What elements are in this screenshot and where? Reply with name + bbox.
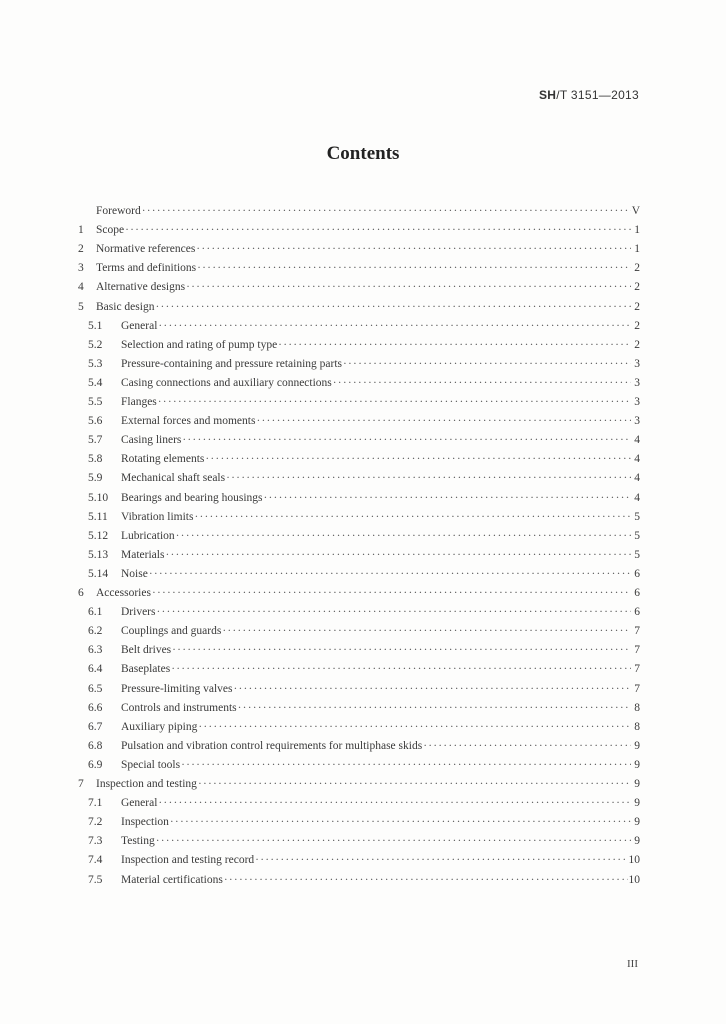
toc-leader-dots [181, 756, 631, 774]
toc-entry-page: 7 [634, 644, 640, 657]
toc-leader-dots [170, 813, 631, 831]
toc-entry[interactable] [88, 756, 640, 774]
toc-entry[interactable] [88, 813, 640, 831]
toc-leader-dots [197, 259, 631, 277]
toc-leader-dots [198, 718, 631, 736]
toc-entry-label: Basic design [96, 300, 155, 313]
document-code-number: /T 3151—2013 [556, 88, 639, 102]
toc-entry-label: Inspection [121, 816, 169, 829]
toc-entry-number: 5.13 [88, 548, 109, 561]
toc-entry-page: 7 [634, 663, 640, 676]
document-code [539, 88, 639, 102]
toc-leader-dots [172, 641, 631, 659]
toc-entry[interactable] [88, 336, 640, 354]
toc-leader-dots [278, 336, 631, 354]
toc-entry-number: 5.12 [88, 529, 109, 542]
toc-entry-page: 9 [634, 758, 640, 771]
toc-entry-number: 5.6 [88, 415, 103, 428]
toc-entry-page: 3 [634, 376, 640, 389]
toc-entry-number: 1 [78, 224, 84, 237]
toc-entry-page: 4 [634, 453, 640, 466]
toc-entry-number: 5.5 [88, 396, 103, 408]
toc-entry[interactable] [88, 527, 640, 545]
toc-leader-dots [165, 546, 631, 564]
toc-entry-number: 6.9 [88, 758, 103, 771]
toc-leader-dots [125, 221, 631, 239]
toc-entry[interactable] [88, 699, 640, 717]
toc-leader-dots [158, 393, 631, 411]
toc-entry[interactable] [78, 278, 640, 296]
toc-entry-label: Terms and definitions [96, 262, 197, 275]
toc-entry[interactable] [78, 221, 640, 239]
toc-leader-dots [198, 775, 631, 793]
toc-entry[interactable] [78, 298, 640, 316]
toc-leader-dots [233, 680, 631, 698]
toc-leader-dots [142, 202, 631, 220]
toc-entry-page: 9 [634, 739, 640, 752]
toc-leader-dots [158, 317, 631, 335]
document-code-prefix: SH [538, 88, 557, 102]
toc-entry-number: 5.8 [88, 453, 103, 466]
toc-entry-label: Pulsation and vibration control requirements for multiphase skids [121, 739, 423, 752]
toc-entry-page: 7 [634, 682, 640, 695]
toc-entry-label: Inspection and testing [96, 778, 197, 790]
toc-entry-number: 7.2 [88, 816, 103, 829]
toc-entry-label: General [121, 319, 158, 332]
toc-entry-number: 5.2 [88, 338, 103, 351]
toc-entry[interactable] [88, 641, 640, 659]
toc-entry-page: 2 [634, 319, 640, 332]
toc-entry-label: Casing connections and auxiliary connections [121, 376, 332, 389]
toc-entry[interactable] [88, 660, 640, 678]
toc-entry[interactable] [88, 718, 640, 736]
toc-leader-dots [156, 832, 631, 850]
toc-leader-dots [205, 450, 631, 468]
toc-entry-page: 4 [634, 491, 640, 504]
toc-entry-page: 2 [634, 281, 640, 294]
toc-entry[interactable] [88, 489, 640, 507]
toc-entry-page: 8 [634, 701, 640, 714]
toc-entry-label: Scope [96, 224, 125, 237]
toc-leader-dots [343, 355, 631, 373]
toc-entry-page: 3 [634, 396, 640, 408]
toc-entry-page: 4 [634, 472, 640, 485]
toc-entry[interactable] [88, 450, 640, 468]
toc-entry-page: 5 [634, 548, 640, 561]
toc-entry[interactable] [88, 832, 640, 850]
toc-entry-number: 6.2 [88, 625, 103, 638]
toc-entry-label: Noise [121, 567, 148, 580]
toc-entry[interactable] [78, 584, 640, 602]
toc-entry-label: Normative references [96, 243, 196, 256]
toc-entry-number: 6.3 [88, 644, 103, 657]
toc-leader-dots [171, 660, 631, 678]
toc-entry-label: Rotating elements [121, 453, 205, 466]
toc-entry-number: 5.10 [88, 491, 109, 504]
toc-entry-number: 5.11 [88, 510, 108, 523]
toc-entry-number: 5.3 [88, 357, 103, 370]
toc-entry-page: 8 [634, 720, 640, 733]
toc-entry-page: 9 [634, 797, 640, 810]
toc-leader-dots [158, 794, 631, 812]
toc-entry-number: 7.5 [88, 873, 103, 886]
toc-entry-number: 7.4 [88, 854, 103, 867]
toc-entry-number: 5.14 [88, 567, 109, 580]
toc-entry-number: 6.8 [88, 739, 103, 752]
toc-entry[interactable] [88, 680, 640, 698]
toc-leader-dots [224, 871, 628, 889]
toc-entry-page: 7 [634, 625, 640, 638]
toc-entry-number: 6.6 [88, 701, 103, 714]
toc-entry-label: General [121, 797, 158, 810]
toc-entry[interactable] [88, 317, 640, 335]
toc-entry-label: Inspection and testing record [121, 854, 255, 867]
toc-entry-label: External forces and moments [121, 415, 256, 428]
toc-entry[interactable] [88, 565, 640, 583]
toc-leader-dots [176, 527, 631, 545]
toc-entry[interactable] [88, 851, 640, 869]
toc-entry-number: 6.7 [88, 720, 103, 733]
toc-entry-page: 10 [628, 873, 640, 886]
toc-entry[interactable] [78, 240, 640, 258]
toc-entry[interactable] [88, 469, 640, 487]
toc-leader-dots [256, 412, 631, 430]
toc-entry[interactable] [88, 431, 640, 449]
toc-leader-dots [264, 489, 632, 507]
toc-entry-number: 6 [78, 587, 84, 599]
toc-entry-number: 5.1 [88, 319, 103, 332]
toc-leader-dots [222, 622, 631, 640]
toc-entry[interactable] [88, 355, 640, 373]
toc-entry-page: 6 [634, 567, 640, 580]
toc-leader-dots [157, 603, 632, 621]
toc-entry-label: Belt drives [121, 644, 172, 657]
toc-entry-page: 9 [634, 778, 640, 790]
toc-entry-label: Auxiliary piping [121, 720, 198, 733]
toc-entry[interactable] [88, 622, 640, 640]
toc-leader-dots [333, 374, 631, 392]
toc-entry-page: 3 [634, 415, 640, 428]
toc-leader-dots [155, 298, 631, 316]
toc-entry[interactable] [88, 737, 640, 755]
toc-entry[interactable] [88, 794, 640, 812]
toc-leader-dots [194, 508, 631, 526]
toc-entry[interactable] [88, 546, 640, 564]
toc-entry-page: 9 [634, 816, 640, 829]
toc-entry-page: 2 [634, 262, 640, 275]
toc-entry-number: 5.9 [88, 472, 103, 485]
toc-entry[interactable] [88, 412, 640, 430]
toc-entry-page: 1 [634, 224, 640, 237]
toc-entry-page: 1 [634, 243, 640, 256]
toc-entry[interactable] [88, 393, 640, 411]
toc-entry-page: 6 [634, 606, 640, 619]
toc-entry-number: 5 [78, 300, 84, 313]
toc-entry-label: Vibration limits [121, 510, 194, 523]
toc-entry[interactable] [88, 603, 640, 621]
toc-entry-label: Pressure-limiting valves [121, 682, 233, 695]
toc-entry-label: Casing liners [121, 434, 182, 447]
toc-entry[interactable] [78, 775, 640, 793]
toc-entry-label: Lubrication [121, 529, 175, 542]
toc-leader-dots [149, 565, 631, 583]
page-title: Contents [326, 143, 400, 164]
toc-entry-page: 5 [634, 510, 640, 523]
toc-entry-label: Mechanical shaft seals [121, 472, 226, 485]
toc-entry-number: 4 [78, 281, 84, 294]
toc-entry-page: 2 [634, 300, 640, 313]
toc-entry-number: 6.4 [88, 663, 103, 676]
toc-entry[interactable] [88, 374, 640, 392]
toc-entry-number: 5.7 [88, 434, 103, 447]
toc-leader-dots [186, 278, 631, 296]
toc-entry[interactable] [78, 259, 640, 277]
toc-entry-label: Baseplates [121, 663, 171, 676]
toc-entry-page: 10 [628, 854, 640, 867]
toc-entry-number: 2 [78, 243, 84, 256]
toc-entry[interactable] [88, 871, 640, 889]
toc-entry-page: 5 [634, 529, 640, 542]
toc-leader-dots [423, 737, 631, 755]
toc-entry-label: Selection and rating of pump type [121, 338, 278, 351]
toc-entry-label: Accessories [96, 587, 151, 599]
toc-entry-page: 6 [634, 587, 640, 599]
toc-entry-label: Pressure-containing and pressure retaining parts [121, 357, 342, 370]
toc-leader-dots [238, 699, 631, 717]
toc-entry-label: Foreword [96, 205, 141, 217]
toc-entry-page: 3 [634, 357, 640, 370]
toc-entry-number: 3 [78, 262, 84, 275]
toc-entry-label: Materials [121, 548, 165, 561]
toc-entry-label: Controls and instruments [121, 701, 237, 714]
toc-entry[interactable] [78, 202, 640, 220]
toc-entry-page: 2 [634, 338, 640, 351]
toc-entry-page: 4 [634, 434, 640, 447]
toc-entry-page: 9 [634, 835, 640, 848]
toc-leader-dots [196, 240, 631, 258]
toc-entry-number: 6.1 [88, 606, 103, 619]
toc-entry-label: Flanges [121, 396, 157, 408]
toc-entry-label: Alternative designs [96, 281, 186, 294]
toc-entry-page: V [631, 205, 640, 217]
toc-leader-dots [152, 584, 631, 602]
toc-entry-label: Couplings and guards [121, 625, 222, 638]
toc-entry-number: 7.1 [88, 797, 103, 810]
toc-entry-label: Bearings and bearing housings [121, 491, 263, 504]
toc-leader-dots [182, 431, 631, 449]
toc-leader-dots [255, 851, 627, 869]
toc-entry-number: 7.3 [88, 835, 103, 848]
toc-entry-number: 7 [78, 778, 84, 790]
toc-entry-label: Material certifications [121, 873, 223, 886]
toc-entry-label: Drivers [121, 606, 156, 619]
toc-entry-number: 5.4 [88, 376, 103, 389]
toc-entry-number: 6.5 [88, 682, 103, 695]
toc-leader-dots [226, 469, 631, 487]
toc-entry[interactable] [88, 508, 640, 526]
toc-entry-label: Special tools [121, 758, 181, 771]
page-number: III [627, 958, 638, 970]
toc-entry-label: Testing [121, 835, 155, 848]
